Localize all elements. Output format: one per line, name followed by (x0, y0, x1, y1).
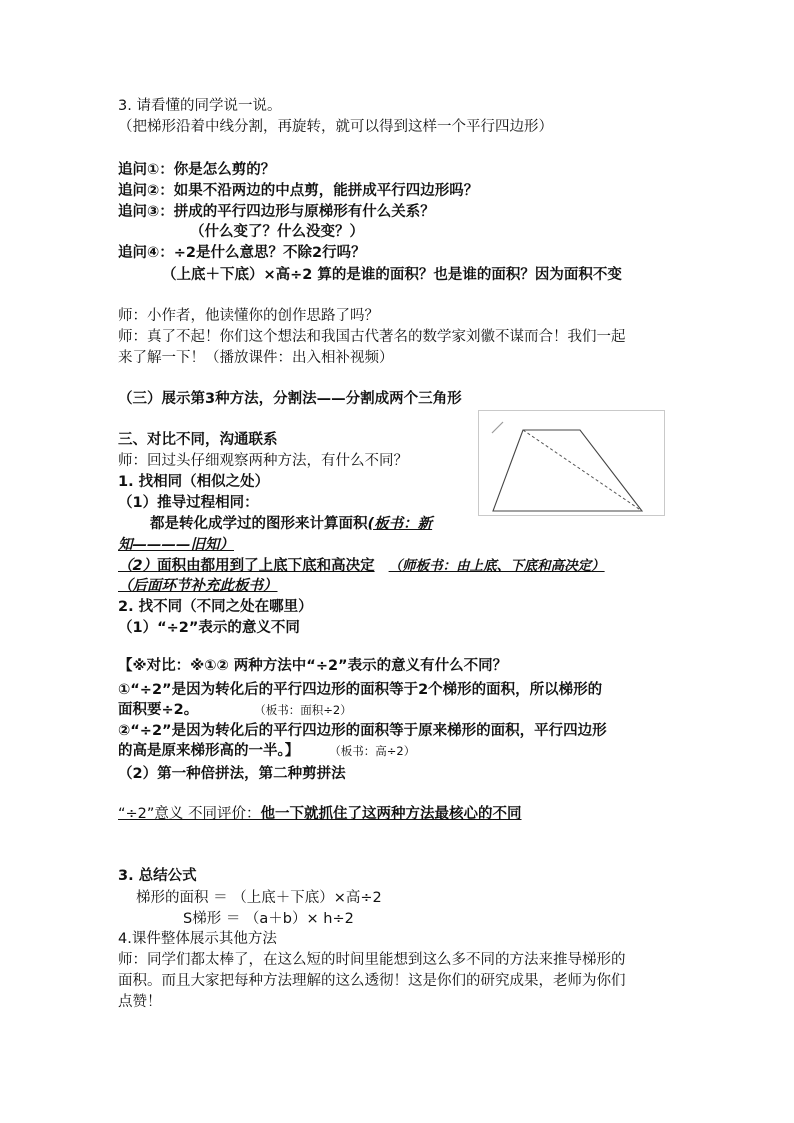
find-similar-heading: 1. 找相同（相似之处） (118, 474, 270, 490)
compare-point-2-cont (118, 741, 415, 761)
courseware-line: 4.课件整体展示其他方法 (118, 931, 277, 947)
question-4-sub: （上底＋下底）×高÷2 算的是谁的面积？也是谁的面积？因为面积不变 (162, 267, 622, 283)
board-note-area: （板书：面积÷2） (254, 703, 352, 717)
teacher-line-1: 师：小作者，他读懂你的创作思路了吗？ (118, 308, 379, 324)
similar-point-2-text: 面积由都用到了上底下底和高决定 (157, 558, 375, 574)
similar-point-1-text: 都是转化成学过的图形来计算面积 (150, 516, 368, 532)
step-3-heading: 3. 请看懂的同学说一说。 (118, 98, 282, 114)
teacher-line-3: 来了解一下！（播放课件：出入相补视频） (118, 350, 394, 366)
trapezoid-shape (493, 430, 642, 511)
question-4: 追问④：÷2是什么意思？不除2行吗？ (118, 245, 366, 261)
similar-point-1: （1）推导过程相同： (118, 495, 259, 511)
compare-point-1: ①“÷2”是因为转化后的平行四边形的面积等于2个梯形的面积，所以梯形的 (118, 682, 603, 698)
evaluation-line (118, 804, 522, 824)
closing-line-2: 面积。而且大家把每种方法理解的这么透彻！这是你们的研究成果，老师为你们 (118, 973, 626, 989)
pencil-mark (492, 422, 503, 433)
diagonal-dashed (523, 430, 642, 511)
answer-note: （把梯形沿着中线分割，再旋转，就可以得到这样一个平行四边形） (118, 119, 553, 135)
evaluation-label: “÷2”意义 不同评价： (118, 806, 261, 822)
formula-symbols: S梯形 ＝ （a＋b）× h÷2 (183, 911, 354, 927)
teacher-question: 师：回过头仔细观察两种方法，有什么不同？ (118, 453, 408, 469)
different-point-2: （2）第一种倍拼法，第二种剪拼法 (118, 766, 346, 782)
question-3: 追问③：拼成的平行四边形与原梯形有什么关系？ (118, 204, 435, 220)
board-note-later: （后面环节补充此板书） (118, 578, 278, 594)
trapezoid-figure (478, 410, 665, 516)
different-point-1: （1）“÷2”表示的意义不同 (118, 620, 300, 636)
board-note-height: （板书：高÷2） (329, 744, 416, 758)
board-note-new: (板书：新 (367, 516, 433, 532)
compare-point-1-cont (118, 700, 352, 720)
closing-line-3: 点赞！ (118, 994, 162, 1010)
similar-point-1-detail (150, 514, 432, 534)
question-1: 追问①：你是怎么剪的？ (118, 162, 276, 178)
similar-point-2-num: （2） (118, 558, 158, 574)
similar-point-2 (118, 556, 605, 576)
section-3-heading: 三、对比不同，沟通联系 (118, 432, 278, 448)
teacher-line-2: 师：真了不起！你们这个想法和我国古代著名的数学家刘徽不谋而合！我们一起 (118, 329, 626, 345)
formula-words: 梯形的面积 ＝ （上底＋下底）×高÷2 (136, 890, 382, 906)
trapezoid-diagram (479, 411, 664, 515)
formula-heading: 3. 总结公式 (118, 868, 197, 884)
compare-heading: 【※对比：※①② 两种方法中“÷2”表示的意义有什么不同？ (118, 658, 508, 674)
find-different-heading: 2. 找不同（不同之处在哪里） (118, 599, 313, 615)
board-note-old: 知————旧知） (118, 537, 234, 553)
compare-point-1-end: 面积要÷2。 (118, 702, 199, 718)
question-2: 追问②：如果不沿两边的中点剪，能拼成平行四边形吗？ (118, 183, 479, 199)
method-3-heading: （三）展示第3种方法，分割法——分割成两个三角形 (118, 391, 462, 407)
compare-point-2-end: 的高是原来梯形高的一半。】 (118, 743, 300, 759)
board-note-base-height: （师板书：由上底、下底和高决定） (388, 558, 605, 574)
question-3-sub: （什么变了？什么没变？） (190, 224, 364, 240)
closing-line-1: 师：同学们都太棒了，在这么短的时间里能想到这么多不同的方法来推导梯形的 (118, 952, 626, 968)
compare-point-2: ②“÷2”是因为转化后的平行四边形的面积等于原来梯形的面积，平行四边形 (118, 723, 607, 739)
evaluation-text: 他一下就抓住了这两种方法最核心的不同 (260, 806, 522, 822)
